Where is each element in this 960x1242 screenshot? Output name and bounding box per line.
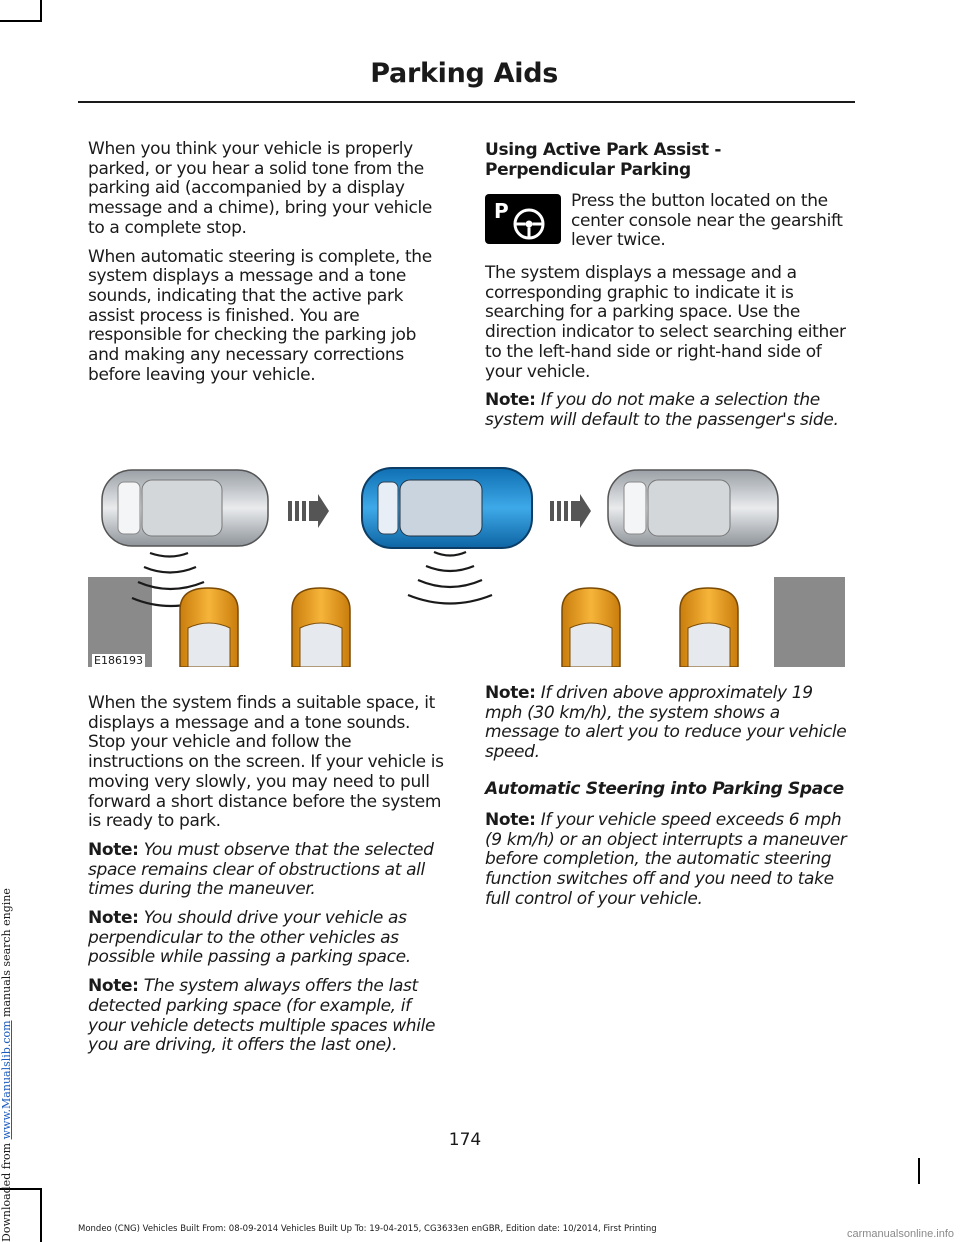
crop-mark xyxy=(40,1188,42,1242)
note-text: If your vehicle speed exceeds 6 mph (9 km/h) or an object interrupts a maneuver before completion, the automatic steering function switches off and you need to take full control of your vehicle. xyxy=(485,809,847,909)
sensor-waves-center xyxy=(408,552,492,604)
svg-text:P: P xyxy=(494,199,509,223)
note-text: If driven above approximately 19 mph (30 km/h), the system shows a message to alert you to reduce your vehicle speed. xyxy=(485,683,847,763)
note-label: Note: xyxy=(88,976,139,997)
note xyxy=(88,977,450,1056)
paragraph: The system displays a message and a corresponding graphic to indicate it is searching for a parking space. Use the direction indicator to select searching either to the left-hand side or right-hand side of your vehicle. xyxy=(485,263,846,382)
left-top-column xyxy=(88,140,448,394)
watermark: carmanualsonline.info xyxy=(846,1228,954,1240)
note-label: Note: xyxy=(88,839,139,860)
note-text: If you do not make a selection the system will default to the passenger's side. xyxy=(485,390,839,430)
orange-car xyxy=(180,588,238,667)
note-text: You should drive your vehicle as perpendicular to the other vehicles as possible while passing a parking space. xyxy=(88,908,411,968)
blue-car-center xyxy=(362,468,532,548)
park-assist-button-icon xyxy=(485,194,561,244)
download-notice xyxy=(0,888,13,1242)
note xyxy=(485,684,850,763)
perpendicular-parking-illustration xyxy=(88,460,845,667)
note-text: The system always offers the last detected parking space (for example, if your vehicle detects multiple spaces while you are driving, it offers the last one). xyxy=(88,976,436,1056)
section-heading: Using Active Park Assist - Perpendicular Parking xyxy=(485,140,722,180)
page-number: 174 xyxy=(448,1130,482,1150)
download-prefix: Downloaded from xyxy=(0,1139,13,1242)
silver-car-left xyxy=(102,470,268,546)
paragraph: When automatic steering is complete, the system displays a message and a tone sounds, indicating that the active park assist process is finished. You are responsible for checking the parking job and making any necessary corrections before leaving your vehicle. xyxy=(88,246,432,385)
arrow-icon xyxy=(550,494,591,528)
ground-right xyxy=(774,577,845,667)
silver-car-right xyxy=(608,470,778,546)
note-text: You must observe that the selected space remains clear of obstructions at all times during the maneuver. xyxy=(88,839,434,900)
note-label: Note: xyxy=(485,809,536,830)
page-title: Parking Aids xyxy=(370,58,558,89)
header-divider xyxy=(78,101,855,103)
note-label: Note: xyxy=(485,683,536,703)
section-subheading: Automatic Steering into Parking Space xyxy=(485,778,844,799)
crop-mark xyxy=(0,20,42,22)
note xyxy=(88,909,450,968)
note xyxy=(88,841,450,900)
footer-text: Mondeo (CNG) Vehicles Built From: 08-09-2014 Vehicles Built Up To: 19-04-2015, CG3633en enGBR, Edition date: 10/2014, First Printing xyxy=(78,1224,657,1234)
download-suffix: manuals search engine xyxy=(0,888,13,1021)
crop-mark xyxy=(40,0,42,22)
note-label: Note: xyxy=(88,908,139,929)
figure-label: E186193 xyxy=(94,654,143,667)
arrow-icon xyxy=(288,494,329,528)
paragraph: When you think your vehicle is properly parked, or you hear a solid tone from the parking aid (accompanied by a display message and a chime), bring your vehicle to a complete stop. xyxy=(88,139,432,238)
button-instruction: Press the button located on the center console near the gearshift lever twice. xyxy=(571,192,843,251)
manualslib-link[interactable]: www.Manualslib.com xyxy=(0,1020,13,1140)
orange-car xyxy=(562,588,620,667)
orange-car xyxy=(292,588,350,667)
orange-car xyxy=(680,588,738,667)
crop-mark xyxy=(918,1158,920,1184)
right-top-column xyxy=(485,140,850,440)
parking-illustration xyxy=(88,460,845,667)
note-label: Note: xyxy=(485,390,536,411)
paragraph: When the system finds a suitable space, it displays a message and a tone sounds. Stop your vehicle and follow the instructions on the screen. If your vehicle is moving very slowly, you may need to pull forward a short distance before the system is ready to park. xyxy=(88,693,444,832)
note xyxy=(485,391,850,430)
left-bottom-column xyxy=(88,694,450,1065)
right-bottom-column xyxy=(485,684,850,918)
note xyxy=(485,811,850,910)
